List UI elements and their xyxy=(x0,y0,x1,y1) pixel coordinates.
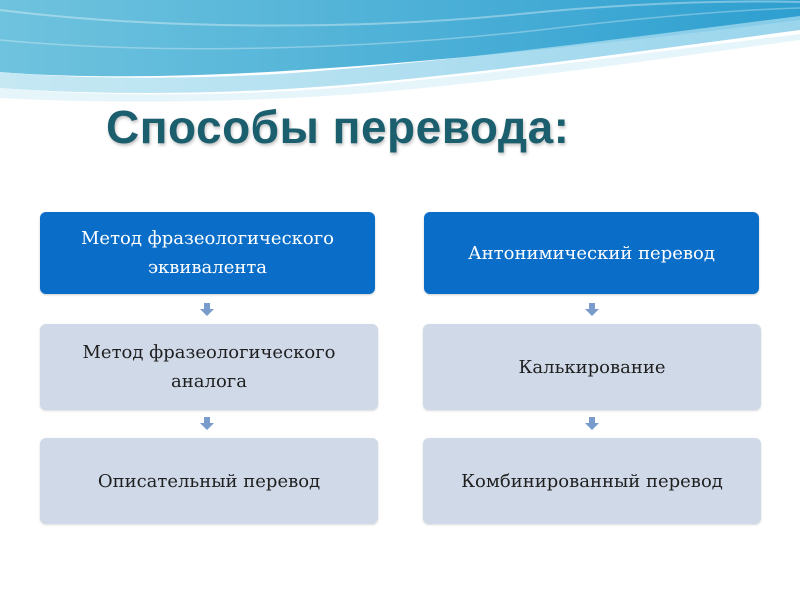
left-box-2-label: Метод фразеологического аналога xyxy=(82,342,336,392)
right-box-3 xyxy=(423,438,761,524)
left-box-3-label: Описательный перевод xyxy=(97,470,321,492)
arrow-down-icon xyxy=(585,417,599,431)
header-wave-decoration xyxy=(0,0,800,110)
arrow-down-icon xyxy=(585,303,599,317)
arrow-down-icon xyxy=(200,417,214,431)
right-box-2-label: Калькирование xyxy=(518,356,666,378)
arrow-down-icon xyxy=(200,303,214,317)
left-box-3 xyxy=(40,438,378,524)
left-box-1 xyxy=(40,212,375,294)
left-box-1-label: Метод фразеологического эквивалента xyxy=(80,228,335,278)
right-box-3-label: Комбинированный перевод xyxy=(461,470,723,492)
right-box-1-label: Антонимический перевод xyxy=(468,242,715,264)
slide-title: Способы перевода: xyxy=(106,101,570,153)
left-box-2 xyxy=(40,324,378,410)
right-box-2 xyxy=(423,324,761,410)
right-box-1 xyxy=(424,212,759,294)
